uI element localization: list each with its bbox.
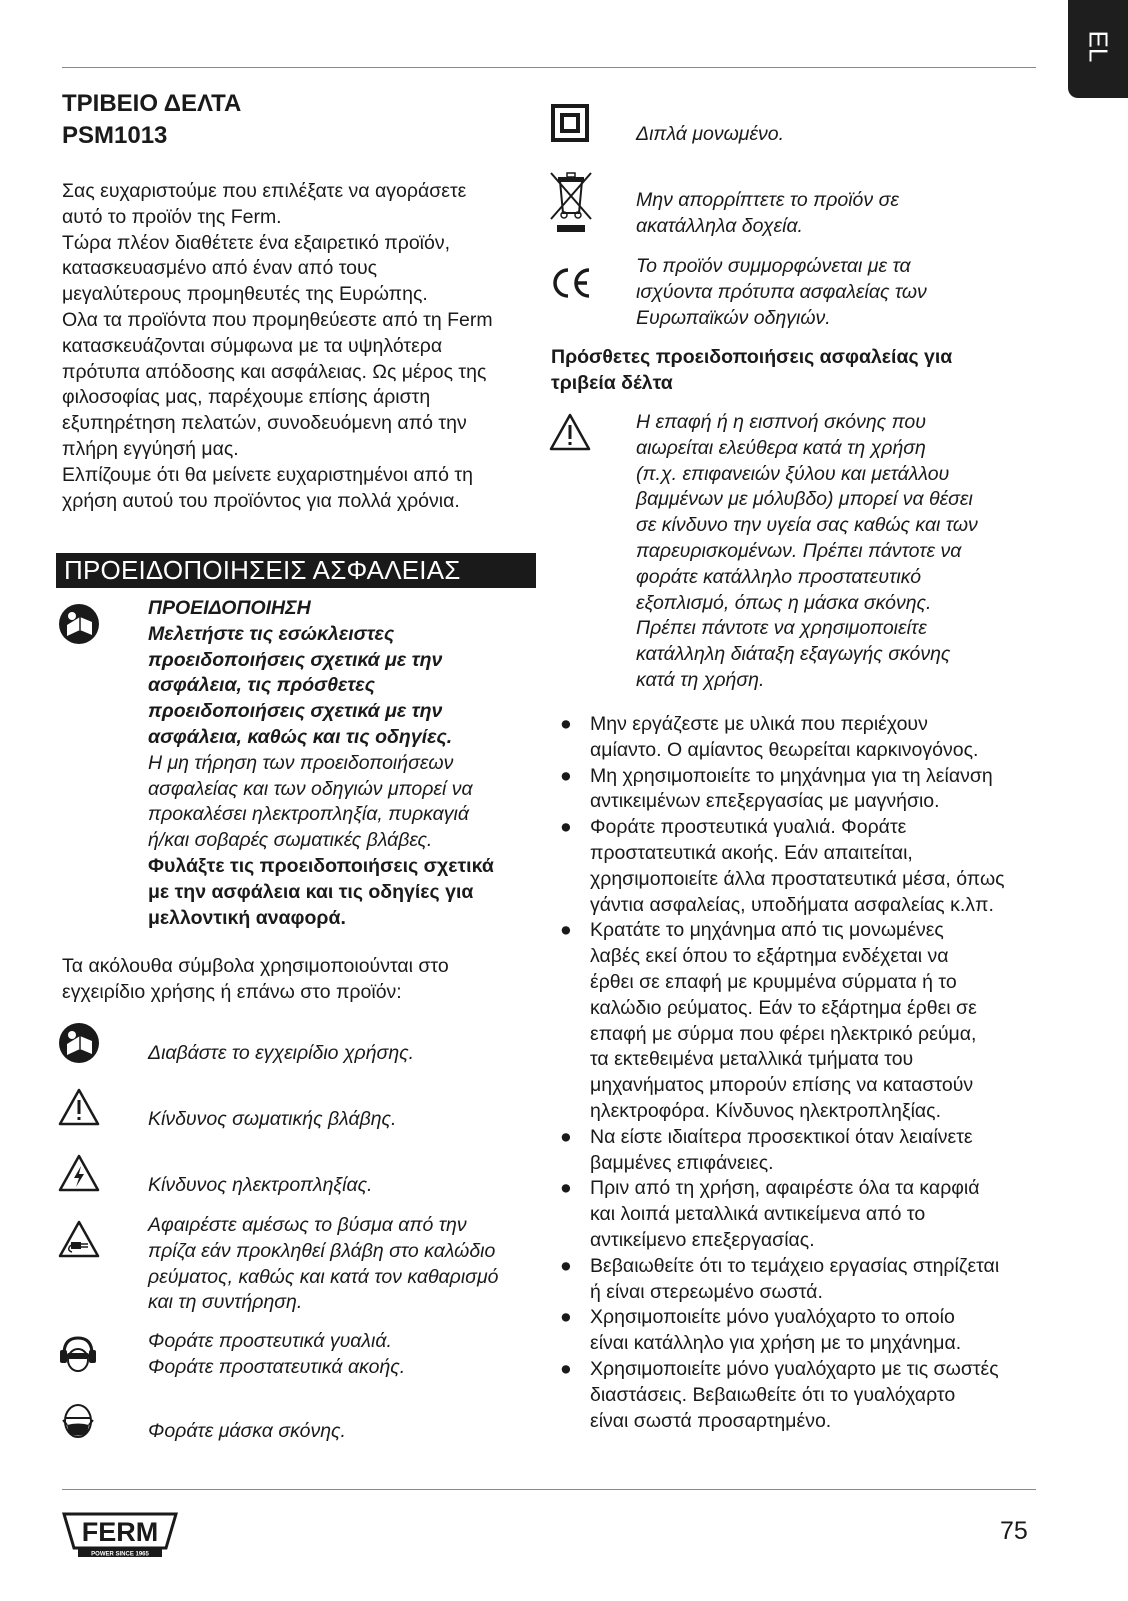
language-code: EL [1083, 30, 1114, 63]
bullet-dot: ● [560, 1177, 572, 1200]
bullet-line: Πριν από τη χρήση, αφαιρέστε όλα τα καρφιά [590, 1177, 980, 1200]
ce-line: Το προϊόν συμμορφώνεται με τα [636, 255, 911, 277]
intro-line: Τώρα πλέον διαθέτετε ένα εξαιρετικό προϊόν, [62, 231, 451, 254]
bullet-line: αμίαντο. Ο αμίαντος θεωρείται καρκινογόνος. [590, 738, 979, 761]
read-manual-icon [58, 603, 100, 650]
warning-bold-line: ασφάλεια, καθώς και τις οδηγίες. [148, 725, 453, 748]
ce-line: Ευρωπαϊκών οδηγιών. [636, 306, 831, 329]
bullet-line: και λοιπά μεταλλικά αντικείμενα από το [590, 1203, 926, 1226]
intro-line: Ολα τα προϊόντα που προμηθεύεστε από τη Ferm [62, 308, 493, 331]
symbol-unplug-text [148, 1213, 498, 1316]
symbol-disposal-text [636, 188, 899, 240]
symbols-intro [62, 954, 449, 1006]
additional-heading-line: Πρόσθετες προειδοποιήσεις ασφαλείας για [551, 346, 953, 368]
symbol-shock-text: Κίνδυνος ηλεκτροπληξίας. [148, 1174, 373, 1196]
bullet-line: Μη χρησιμοποιείτε το μηχάνημα για τη λείανση [590, 764, 993, 787]
intro-line: μεγαλύτερους προμηθευτές της Ευρώπης. [62, 283, 428, 306]
warning-triangle-icon [58, 1088, 100, 1131]
bullet-line: Να είστε ιδιαίτερα προσεκτικοί όταν λειαίνετε [590, 1125, 973, 1148]
bullet-line: ή είναι στερεωμένο σωστά. [590, 1280, 823, 1303]
unplug-line: Αφαιρέστε αμέσως το βύσμα από την [148, 1214, 467, 1236]
hearing-line: Φοράτε προστατευτικά ακοής. [148, 1355, 406, 1378]
symbols-intro-line: Τα ακόλουθα σύμβολα χρησιμοποιούνται στο [62, 955, 449, 977]
bullet-line: Φοράτε προστευτικά γυαλιά. Φοράτε [590, 816, 907, 839]
bullet-line: γάντια ασφαλείας, υποδήματα ασφαλείας κ.λπ. [590, 893, 994, 916]
bullet-line: έρθει σε επαφή με κρυμμένα σύρματα ή το [590, 970, 957, 993]
dust-line: παρευρισκομένων. Πρέπει πάντοτε να [636, 539, 962, 562]
electric-shock-icon [58, 1154, 100, 1197]
intro-paragraph [62, 179, 493, 514]
dust-line: Η επαφή ή η εισπνοή σκόνης που [636, 411, 926, 433]
dust-line: εξοπλισμό, όπως η μάσκα σκόνης. [636, 591, 932, 614]
warning-bold-line: Μελετήστε τις εσώκλειστες [148, 622, 395, 645]
intro-line: κατασκευασμένο από έναν από τους [62, 257, 378, 280]
bullet-line: ηλεκτροφόρα. Κίνδυνος ηλεκτροπληξίας. [590, 1099, 941, 1122]
warning-line: προκαλέσει ηλεκτροπληξία, πυρκαγιά [148, 803, 470, 826]
unplug-line: και τη συντήρηση. [148, 1291, 303, 1314]
read-manual-icon [58, 1022, 100, 1069]
bullet-dot: ● [560, 1125, 572, 1148]
double-insulated-icon [551, 104, 589, 147]
intro-line: πλήρη εγγύησή μας. [62, 437, 239, 460]
bottom-rule [62, 1489, 1036, 1490]
warning-line: ή/και σοβαρές σωματικές βλάβες. [148, 829, 433, 852]
intro-line: αυτό το προϊόν της Ferm. [62, 205, 282, 228]
bullet-line: Χρησιμοποιείτε μόνο γυαλόχαρτο με τις σωστές [590, 1358, 999, 1380]
ferm-logo [62, 1512, 178, 1563]
page-number: 75 [1000, 1517, 1028, 1545]
warning-block [148, 596, 538, 931]
weee-bin-icon [549, 171, 593, 240]
symbol-double-insulated-text: Διπλά μονωμένο. [636, 123, 785, 145]
disposal-line: Μην απορρίπτετε το προϊόν σε [636, 189, 899, 211]
bullet-line: αντικειμένων επεξεργασίας με μαγνήσιο. [590, 790, 940, 813]
symbol-manual-text: Διαβάστε το εγχειρίδιο χρήσης. [148, 1042, 415, 1064]
warning-bold-line: προειδοποιήσεις σχετικά με την [148, 700, 443, 723]
bullet-line: Κρατάτε το μηχάνημα από τις μονωμένες [590, 919, 944, 942]
bullet-dot: ● [560, 1254, 572, 1277]
bullet-dot: ● [560, 1306, 572, 1329]
dust-line: Πρέπει πάντοτε να χρησιμοποιείτε [636, 617, 927, 640]
unplug-icon [58, 1220, 100, 1263]
symbol-goggles-text [148, 1329, 405, 1381]
unplug-line: πρίζα εάν προκληθεί βλάβη στο καλώδιο [148, 1239, 496, 1262]
top-rule [62, 67, 1036, 68]
bullet-dot: ● [560, 816, 572, 839]
goggles-line: Φοράτε προστευτικά γυαλιά. [148, 1330, 392, 1352]
dust-line: (π.χ. επιφανειών ξύλου και μετάλλου [636, 462, 950, 485]
symbol-ce-text [636, 254, 927, 331]
warning-heading: ΠΡΟΕΙΔΟΠΟΙΗΣΗ [148, 597, 311, 619]
bullet-line: είναι κατάλληλο για χρήση με το μηχάνημα. [590, 1332, 962, 1355]
symbol-mask-text: Φοράτε μάσκα σκόνης. [148, 1420, 346, 1442]
bullet-line: διαστάσεις. Βεβαιωθείτε ότι το γυαλόχαρτο [590, 1383, 956, 1406]
logo-tagline: POWER SINCE 1965 [91, 1551, 149, 1558]
bullet-line: βαμμένες επιφάνειες. [590, 1151, 774, 1174]
dust-line: σε κίνδυνο την υγεία σας καθώς και των [636, 514, 978, 537]
additional-warnings-heading [551, 345, 952, 397]
dust-line: φοράτε κατάλληλο προστατευτικό [636, 565, 922, 588]
dust-line: αιωρείται ελεύθερα κατά τη χρήση [636, 436, 926, 459]
warning-keep-line: Φυλάξτε τις προειδοποιήσεις σχετικά [148, 854, 494, 877]
bullet-dot: ● [560, 1358, 572, 1380]
bullet-line: μηχανήματος μπορούν επίσης να καταστούν [590, 1074, 974, 1097]
ce-line: ισχύοντα πρότυπα ασφαλείας των [636, 280, 927, 303]
bullet-line: τα εκτεθειμένα μεταλλικά τμήματα του [590, 1048, 914, 1071]
intro-line: Σας ευχαριστούμε που επιλέξατε να αγοράσετε [62, 180, 467, 202]
product-title [62, 88, 241, 152]
title-line-1: ΤΡΙΒΕΙΟ ΔΕΛΤΑ [62, 90, 242, 117]
symbol-injury-text: Κίνδυνος σωματικής βλάβης. [148, 1108, 397, 1130]
bullet-line: Χρησιμοποιείτε μόνο γυαλόχαρτο το οποίο [590, 1306, 955, 1329]
bullet-line: Βεβαιωθείτε ότι το τεμάχειο εργασίας στηρίζεται [590, 1254, 1000, 1277]
warning-triangle-icon [549, 413, 591, 456]
dust-warning-text [636, 410, 1036, 694]
bullet-line: αντικείμενο επεξεργασίας. [590, 1228, 815, 1251]
warning-keep-line: μελλοντική αναφορά. [148, 906, 346, 929]
symbols-intro-line: εγχειρίδιο χρήσης ή επάνω στο προϊόν: [62, 980, 402, 1003]
model-number: PSM1013 [62, 122, 168, 149]
intro-line: κατασκευάζονται σύμφωνα με τα υψηλότερα [62, 334, 443, 357]
warning-bold-line: προειδοποιήσεις σχετικά με την [148, 648, 443, 671]
intro-line: εξυπηρέτηση πελατών, συνοδευόμενη από την [62, 412, 467, 435]
intro-line: φιλοσοφίας μας, παρέχουμε επίσης άριστη [62, 386, 431, 409]
bullet-line: προστατευτικά ακοής. Εάν απαιτείται, [590, 841, 913, 864]
bullet-line: Μην εργάζεστε με υλικά που περιέχουν [590, 713, 928, 735]
bullet-dot: ● [560, 764, 572, 787]
dust-mask-icon [58, 1400, 98, 1447]
warning-keep-line: με την ασφάλεια και τις οδηγίες για [148, 880, 474, 903]
bullet-dot: ● [560, 919, 572, 942]
disposal-line: ακατάλληλα δοχεία. [636, 214, 803, 237]
bullet-dot: ● [560, 713, 572, 735]
warning-bold-line: ασφάλεια, τις πρόσθετες [148, 674, 375, 697]
section-heading: ΠΡΟΕΙΔΟΠΟΙΗΣΕΙΣ ΑΣΦΑΛΕΙΑΣ [64, 555, 461, 585]
goggles-ear-protection-icon [58, 1334, 98, 1379]
dust-line: κατάλληλη διάταξη εξαγωγής σκόνης [636, 643, 951, 666]
intro-line: πρότυπα απόδοσης και ασφάλειας. Ως μέρος της [62, 360, 487, 383]
dust-line: κατά τη χρήση. [636, 668, 765, 691]
intro-line: Ελπίζουμε ότι θα μείνετε ευχαριστημένοι από τη [62, 463, 473, 486]
logo-wordmark: FERM [81, 1517, 159, 1547]
language-tab [1068, 0, 1128, 98]
warning-line: Η μη τήρηση των προειδοποιήσεων [148, 751, 454, 774]
bullet-line: χρησιμοποιείτε άλλα προστατευτικά μέσα, όπως [590, 867, 1005, 890]
bullet-line: είναι σωστά προσαρτημένο. [590, 1409, 832, 1432]
ce-mark-icon [549, 264, 593, 307]
bullet-line: καλώδιο ρεύματος. Εάν το εξάρτημα έρθει σε [590, 996, 977, 1019]
dust-line: βαμμένων με μόλυβδο) μπορεί να θέσει [636, 488, 973, 511]
unplug-line: ρεύματος, καθώς και κατά τον καθαρισμό [148, 1265, 499, 1288]
additional-heading-line: τριβεία δέλτα [551, 371, 673, 394]
warning-line: ασφαλείας και των οδηγιών μπορεί να [148, 777, 473, 800]
section-heading-bar [56, 553, 536, 588]
intro-line: χρήση αυτού του προϊόντος για πολλά χρόνια. [62, 489, 460, 512]
bullet-line: επαφή με σύρμα που φέρει ηλεκτρικό ρεύμα, [590, 1022, 977, 1045]
bullet-line: λαβές εκεί όπου το εξάρτημα ενδέχεται να [590, 945, 949, 968]
